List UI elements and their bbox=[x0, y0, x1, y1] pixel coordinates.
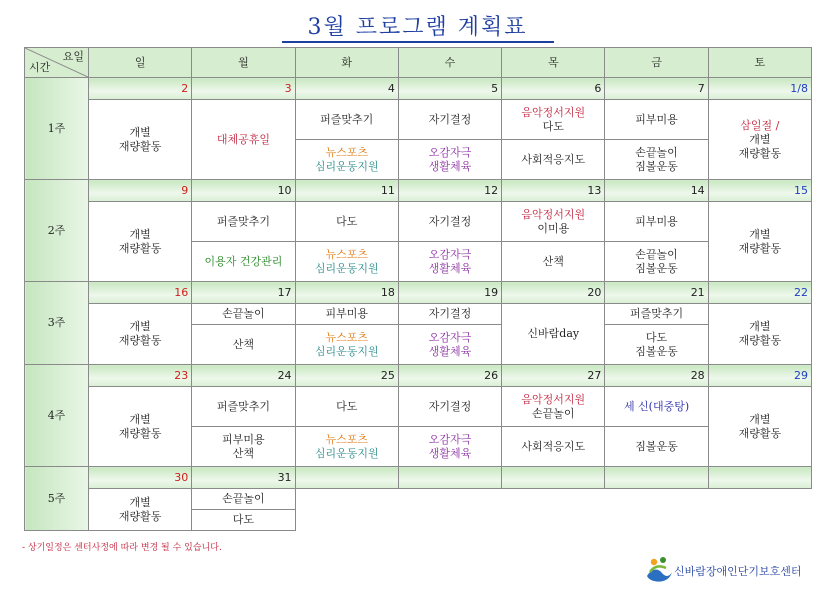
date-cell: 18 bbox=[295, 282, 398, 304]
week3-label: 3주 bbox=[25, 282, 89, 365]
program-cell: 손끝놀이 bbox=[192, 304, 295, 325]
week4-label: 4주 bbox=[25, 365, 89, 467]
date-cell-empty bbox=[502, 467, 605, 489]
program-cell: 퍼즐맞추기 bbox=[192, 202, 295, 242]
date-cell: 20 bbox=[502, 282, 605, 304]
date-cell: 15 bbox=[708, 180, 811, 202]
program-cell: 퍼즐맞추기 bbox=[295, 100, 398, 140]
program-cell: 개별 재량활동 bbox=[89, 100, 192, 180]
center-logo bbox=[644, 556, 814, 584]
date-cell: 11 bbox=[295, 180, 398, 202]
date-cell: 21 bbox=[605, 282, 708, 304]
day-wed: 수 bbox=[398, 48, 501, 78]
program-cell: 자기결정 bbox=[398, 387, 501, 427]
program-cell: 오감자극 생활체육 bbox=[398, 242, 501, 282]
date-cell: 4 bbox=[295, 78, 398, 100]
program-cell: 피부미용 bbox=[605, 202, 708, 242]
empty-area bbox=[295, 489, 811, 531]
program-cell: 뉴스포츠 심리운동지원 bbox=[295, 325, 398, 365]
date-cell: 23 bbox=[89, 365, 192, 387]
date-cell: 5 bbox=[398, 78, 501, 100]
program-cell: 손끝놀이 bbox=[192, 489, 295, 510]
date-cell: 28 bbox=[605, 365, 708, 387]
week1-date-row bbox=[25, 78, 812, 100]
logo-people-icon bbox=[644, 556, 674, 584]
program-cell: 개별 재량활동 bbox=[89, 202, 192, 282]
corner-time-label: 시간 bbox=[29, 61, 51, 74]
corner-cell bbox=[25, 48, 89, 78]
date-cell: 1/8 bbox=[708, 78, 811, 100]
program-cell: 퍼즐맞추기 bbox=[605, 304, 708, 325]
program-cell: 손끝놀이 짐볼운동 bbox=[605, 140, 708, 180]
program-cell: 피부미용 bbox=[605, 100, 708, 140]
week5-date-row bbox=[25, 467, 812, 489]
day-thu: 목 bbox=[502, 48, 605, 78]
program-cell: 개별 재량활동 bbox=[89, 489, 192, 531]
week4-row-a bbox=[25, 387, 812, 427]
date-cell: 26 bbox=[398, 365, 501, 387]
program-cell: 세 신(대중탕) bbox=[605, 387, 708, 427]
program-cell: 산책 bbox=[502, 242, 605, 282]
program-cell: 산책 bbox=[192, 325, 295, 365]
week2-date-row bbox=[25, 180, 812, 202]
program-cell: 뉴스포츠 심리운동지원 bbox=[295, 242, 398, 282]
day-tue: 화 bbox=[295, 48, 398, 78]
week2-label: 2주 bbox=[25, 180, 89, 282]
program-cell: 다도 짐볼운동 bbox=[605, 325, 708, 365]
date-cell: 27 bbox=[502, 365, 605, 387]
program-cell: 개별 재량활동 bbox=[89, 387, 192, 467]
program-cell: 피부미용 bbox=[295, 304, 398, 325]
program-cell: 대체공휴일 bbox=[192, 100, 295, 180]
program-cell: 신바람day bbox=[502, 304, 605, 365]
schedule-table bbox=[24, 47, 812, 531]
date-cell: 7 bbox=[605, 78, 708, 100]
date-cell: 12 bbox=[398, 180, 501, 202]
week5-label: 5주 bbox=[25, 467, 89, 531]
program-cell: 자기결정 bbox=[398, 202, 501, 242]
date-cell: 19 bbox=[398, 282, 501, 304]
day-mon: 월 bbox=[192, 48, 295, 78]
date-cell: 13 bbox=[502, 180, 605, 202]
week3-row-a bbox=[25, 304, 812, 325]
week1-label: 1주 bbox=[25, 78, 89, 180]
program-cell: 개별 재량활동 bbox=[708, 202, 811, 282]
program-cell: 이용자 건강관리 bbox=[192, 242, 295, 282]
week4-date-row bbox=[25, 365, 812, 387]
program-cell: 뉴스포츠 심리운동지원 bbox=[295, 140, 398, 180]
date-cell: 3 bbox=[192, 78, 295, 100]
program-cell: 오감자극 생활체육 bbox=[398, 427, 501, 467]
program-cell: 다도 bbox=[295, 202, 398, 242]
week5-row-a bbox=[25, 489, 812, 510]
program-cell: 뉴스포츠 심리운동지원 bbox=[295, 427, 398, 467]
date-cell-empty bbox=[295, 467, 398, 489]
date-cell: 14 bbox=[605, 180, 708, 202]
date-cell: 10 bbox=[192, 180, 295, 202]
program-cell: 퍼즐맞추기 bbox=[192, 387, 295, 427]
program-cell: 음악정서지원 이미용 bbox=[502, 202, 605, 242]
program-cell: 짐볼운동 bbox=[605, 427, 708, 467]
program-cell: 사회적응지도 bbox=[502, 427, 605, 467]
program-cell: 개별 재량활동 bbox=[708, 304, 811, 365]
date-cell-empty bbox=[398, 467, 501, 489]
day-header-row bbox=[25, 48, 812, 78]
day-sun: 일 bbox=[89, 48, 192, 78]
program-cell: 삼일절 / 개별 재량활동 bbox=[708, 100, 811, 180]
page-title: 3월 프로그램 계획표 bbox=[0, 10, 835, 41]
program-cell: 다도 bbox=[295, 387, 398, 427]
day-fri: 금 bbox=[605, 48, 708, 78]
date-cell: 24 bbox=[192, 365, 295, 387]
date-cell: 22 bbox=[708, 282, 811, 304]
program-cell: 음악정서지원 다도 bbox=[502, 100, 605, 140]
program-cell: 손끝놀이 짐볼운동 bbox=[605, 242, 708, 282]
corner-day-label: 요일 bbox=[62, 50, 84, 63]
date-cell-empty bbox=[708, 467, 811, 489]
program-cell: 개별 재량활동 bbox=[708, 387, 811, 467]
date-cell: 29 bbox=[708, 365, 811, 387]
day-sat: 토 bbox=[708, 48, 811, 78]
date-cell: 30 bbox=[89, 467, 192, 489]
program-cell: 자기결정 bbox=[398, 304, 501, 325]
program-cell: 피부미용 산책 bbox=[192, 427, 295, 467]
program-cell: 사회적응지도 bbox=[502, 140, 605, 180]
footnote: - 상기일정은 센터사정에 따라 변경 될 수 있습니다. bbox=[22, 543, 222, 553]
date-cell-empty bbox=[605, 467, 708, 489]
date-cell: 9 bbox=[89, 180, 192, 202]
logo-text: 신바람장애인단기보호센터 bbox=[674, 565, 802, 578]
program-cell: 음악정서지원 손끝놀이 bbox=[502, 387, 605, 427]
date-cell: 16 bbox=[89, 282, 192, 304]
date-cell: 31 bbox=[192, 467, 295, 489]
program-cell: 개별 재량활동 bbox=[89, 304, 192, 365]
date-cell: 2 bbox=[89, 78, 192, 100]
week1-row-a bbox=[25, 100, 812, 140]
program-cell: 다도 bbox=[192, 510, 295, 531]
program-cell: 오감자극 생활체육 bbox=[398, 325, 501, 365]
week3-date-row bbox=[25, 282, 812, 304]
date-cell: 6 bbox=[502, 78, 605, 100]
program-cell: 자기결정 bbox=[398, 100, 501, 140]
program-cell: 오감자극 생활체육 bbox=[398, 140, 501, 180]
date-cell: 25 bbox=[295, 365, 398, 387]
week2-row-a bbox=[25, 202, 812, 242]
date-cell: 17 bbox=[192, 282, 295, 304]
